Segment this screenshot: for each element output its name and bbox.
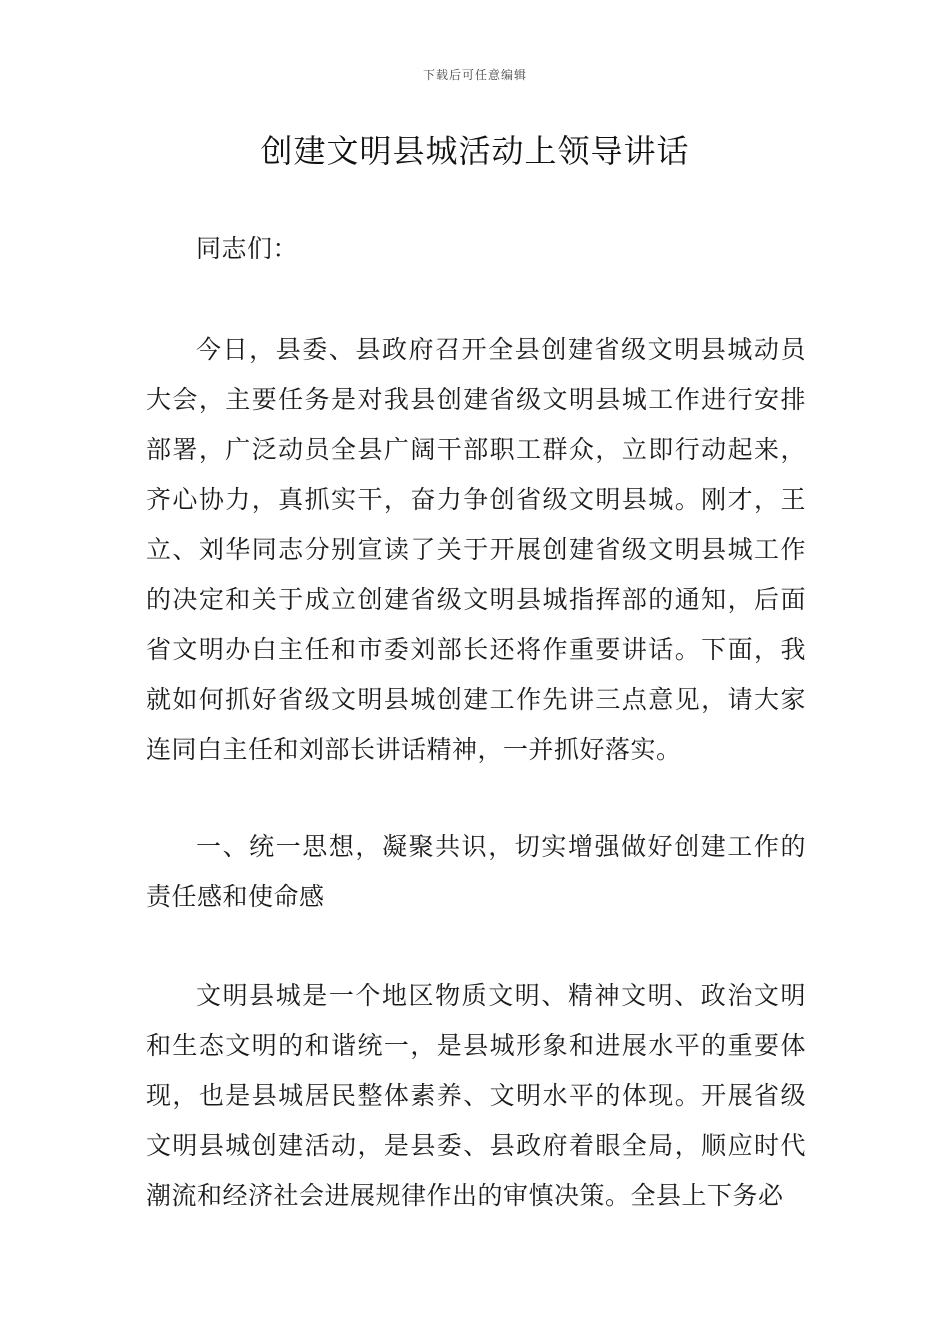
paragraph-civilization: 文明县城是一个地区物质文明、精神文明、政治文明和生态文明的和谐统一，是县城形象和进展水平的重要体现，也是县城居民整体素养、文明水平的体现。开展省级文明县城创建活动，是县委、县政府着眼全局，顺应时代潮流和经济社会进展规律作出的审慎决策。全县上下务必 [146, 981, 806, 1210]
header-note: 下载后可任意编辑 [422, 68, 527, 82]
paragraph-intro: 今日，县委、县政府召开全县创建省级文明县城动员大会，主要任务是对我县创建省级文明县城工作进行安排部署，广泛动员全县广阔干部职工群众，立即行动起来，齐心协力，真抓实干，奋力争创省级文明县城。刚才，王立、刘华同志分别宣读了关于开展创建省级文明县城工作的决定和关于成立创建省级文明县城指挥部的通知，后面省文明办白主任和市委刘部长还将作重要讲话。下面，我就如何抓好省级文明县城创建工作先讲三点意见，请大家连同白主任和刘部长讲话精神，一并抓好落实。 [146, 335, 806, 764]
greeting: 同志们： [196, 234, 299, 263]
section-heading-1: 一、统一思想，凝聚共识，切实增强做好创建工作的责任感和使命感 [146, 832, 806, 911]
document-title: 创建文明县城活动上领导讲话 [260, 132, 690, 170]
